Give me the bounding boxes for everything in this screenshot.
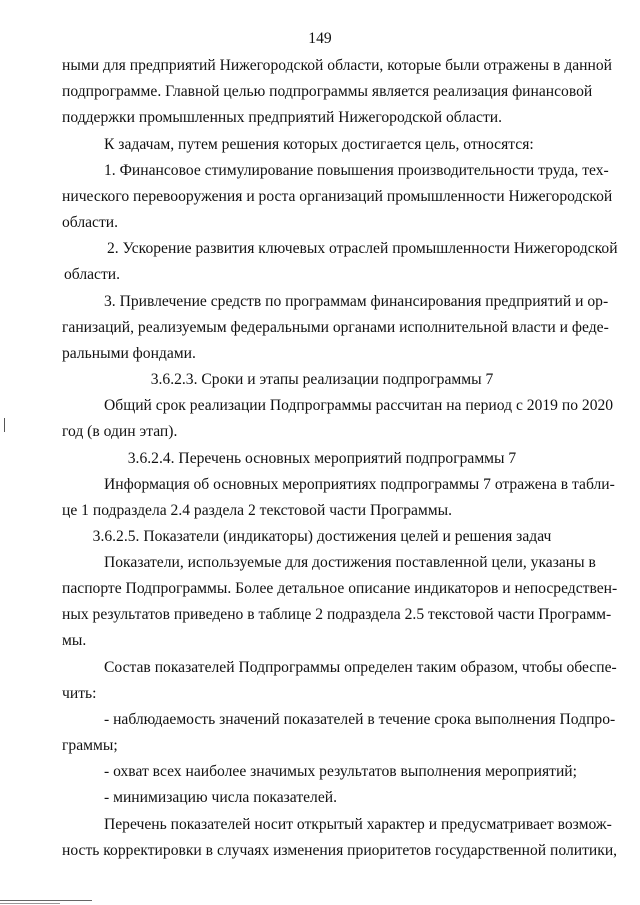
text-line: 1. Финансовое стимулирование повышения производительности труда, тех- bbox=[104, 162, 609, 179]
text-line: ных результатов приведено в таблице 2 подраздела 2.5 текстовой части Программ- bbox=[62, 606, 612, 623]
text-line: граммы; bbox=[62, 737, 118, 754]
text-line: - охват всех наиболее значимых результатов выполнения мероприятий; bbox=[104, 763, 577, 780]
text-line: це 1 подраздела 2.4 раздела 2 текстовой части Программы. bbox=[62, 502, 453, 519]
text-line: Показатели, используемые для достижения поставленной цели, указаны в bbox=[104, 554, 596, 571]
section-heading: 3.6.2.4. Перечень основных мероприятий подпрограммы 7 bbox=[127, 450, 517, 467]
footer-rule bbox=[0, 903, 60, 904]
text-line: ными для предприятий Нижегородской области, которые были отражены в данной bbox=[62, 57, 613, 74]
text-line: мы. bbox=[62, 632, 87, 649]
text-line: - наблюдаемость значений показателей в течение срока выполнения Подпро- bbox=[104, 711, 616, 728]
text-line: подпрограмме. Главной целью подпрограммы является реализация финансовой bbox=[62, 83, 593, 100]
section-heading: 3.6.2.5. Показатели (индикаторы) достижения целей и решения задач bbox=[92, 528, 552, 545]
text-line: паспорте Подпрограммы. Более детальное описание индикаторов и непосредствен- bbox=[62, 580, 618, 597]
text-line: 3. Привлечение средств по программам финансирования предприятий и ор- bbox=[104, 293, 609, 310]
text-line: области. bbox=[62, 214, 119, 231]
text-line: год (в один этап). bbox=[62, 423, 178, 440]
text-line: нического перевооружения и роста организаций промышленности Нижегородской bbox=[62, 188, 613, 205]
text-line: ральными фондами. bbox=[62, 345, 196, 362]
text-line: Информация об основных мероприятиях подпрограммы 7 отражена в табли- bbox=[104, 476, 615, 493]
section-heading: 3.6.2.3. Сроки и этапы реализации подпрограммы 7 bbox=[150, 371, 494, 388]
margin-mark bbox=[4, 418, 5, 432]
text-line: поддержки промышленных предприятий Нижегородской области. bbox=[62, 109, 503, 126]
text-line: ность корректировки в случаях изменения приоритетов государственной политики, bbox=[62, 842, 618, 859]
text-line: К задачам, путем решения которых достигается цель, относятся: bbox=[104, 136, 534, 153]
text-line: Перечень показателей носит открытый характер и предусматривает возмож- bbox=[104, 816, 612, 833]
text-line: Общий срок реализации Подпрограммы рассчитан на период с 2019 по 2020 bbox=[104, 397, 614, 414]
text-line: - минимизацию числа показателей. bbox=[104, 789, 337, 806]
text-line: ганизаций, реализуемым федеральными органами исполнительной власти и феде- bbox=[62, 319, 609, 336]
footer-rule bbox=[0, 900, 92, 901]
text-line: 2. Ускорение развития ключевых отраслей промышленности Нижегородской bbox=[107, 240, 618, 257]
text-line: чить: bbox=[62, 685, 97, 702]
text-line: Состав показателей Подпрограммы определен таким образом, чтобы обеспе- bbox=[104, 659, 617, 676]
page-number: 149 bbox=[308, 30, 332, 47]
text-line: области. bbox=[64, 266, 121, 283]
